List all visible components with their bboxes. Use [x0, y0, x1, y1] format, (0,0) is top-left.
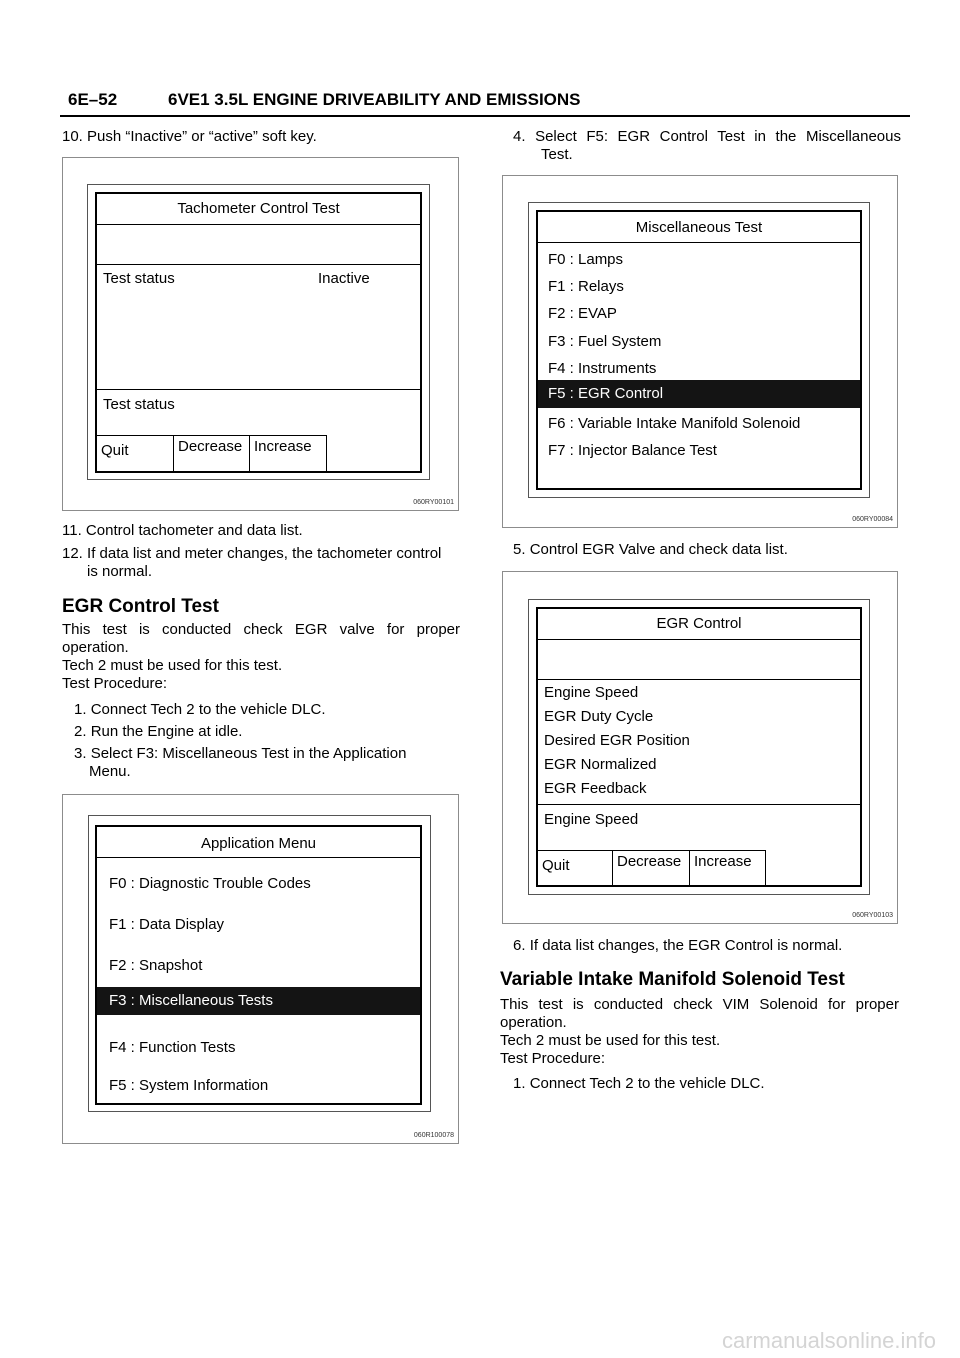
step-text-continued: is normal. — [87, 563, 153, 580]
vim-intro — [500, 996, 899, 1068]
figure-tachometer-control — [62, 157, 459, 511]
menu-item-f4[interactable]: F4 : Function Tests — [109, 1039, 236, 1056]
step-text: Control tachometer and data list. — [85, 522, 303, 539]
step-text: Push “Inactive” or “active” soft key. — [87, 128, 317, 145]
step-number: 2. — [74, 723, 87, 740]
tech2-screen — [536, 210, 862, 490]
test-status-value: Inactive — [318, 270, 370, 287]
page-number: 6E–52 — [68, 90, 118, 109]
figure-code: 060RY00084 — [852, 516, 893, 523]
tech2-screen-bezel — [528, 599, 870, 895]
watermark: carmanualsonline.info — [721, 1328, 936, 1353]
menu-item-f1[interactable]: F1 : Data Display — [109, 916, 225, 933]
divider — [538, 804, 860, 805]
increase-softkey[interactable]: Increase — [690, 850, 766, 886]
step-number: 1. — [74, 701, 87, 718]
tech2-screen — [95, 192, 422, 473]
increase-softkey[interactable]: Increase — [250, 435, 327, 471]
data-item-egr-duty-cycle: EGR Duty Cycle — [544, 708, 654, 725]
menu-item-f1[interactable]: F1 : Relays — [548, 278, 624, 295]
quit-softkey[interactable]: Quit — [538, 850, 613, 886]
figure-code: 060RY00101 — [413, 499, 454, 506]
figure-code: 060RY00103 — [852, 912, 893, 919]
egr-intro-line-2: operation. — [62, 639, 129, 656]
footer-engine-speed-label: Engine Speed — [544, 811, 639, 828]
step-text: Run the Engine at idle. — [90, 723, 243, 740]
step-text: Select F5: EGR Control Test in the Miscellaneous — [535, 128, 901, 145]
menu-item-f5-selected[interactable]: F5 : EGR Control — [538, 380, 860, 408]
menu-item-f6[interactable]: F6 : Variable Intake Manifold Solenoid — [548, 415, 801, 432]
step-text: If data list and meter changes, the tachometer control — [87, 545, 442, 562]
figure-egr-control — [502, 571, 898, 924]
step-text: Connect Tech 2 to the vehicle DLC. — [529, 1075, 765, 1092]
tech2-screen-bezel — [528, 202, 870, 498]
menu-item-f0[interactable]: F0 : Diagnostic Trouble Codes — [109, 875, 311, 892]
step-text-continued: Menu. — [89, 763, 131, 780]
step-text-continued: Test. — [541, 146, 573, 163]
divider — [97, 264, 420, 265]
menu-item-f2[interactable]: F2 : Snapshot — [109, 957, 203, 974]
quit-softkey[interactable]: Quit — [97, 435, 174, 471]
data-item-desired-egr-position: Desired EGR Position — [544, 732, 690, 749]
tech2-screen-bezel — [87, 184, 430, 480]
data-item-engine-speed: Engine Speed — [544, 684, 639, 701]
screen-title: Application Menu — [97, 827, 420, 858]
vim-intro-line-2: operation. — [500, 1014, 567, 1031]
vim-procedure-label: Test Procedure: — [500, 1050, 606, 1067]
decrease-softkey[interactable]: Decrease — [613, 850, 690, 886]
step-12 — [62, 545, 462, 581]
step-11 — [62, 522, 303, 540]
menu-item-f2[interactable]: F2 : EVAP — [548, 305, 617, 322]
step-number: 4. — [513, 128, 526, 145]
step-number: 3. — [74, 745, 87, 762]
page-header-title: 6VE1 3.5L ENGINE DRIVEABILITY AND EMISSIONS — [168, 90, 581, 109]
vim-intro-line-1: This test is conducted check VIM Solenoid for proper — [500, 996, 899, 1013]
step-10 — [62, 128, 317, 146]
figure-application-menu — [62, 794, 459, 1144]
egr-intro-line-1: This test is conducted check EGR valve for proper — [62, 621, 460, 638]
step-number: 6. — [513, 937, 526, 954]
section-heading-egr: EGR Control Test — [62, 596, 219, 617]
tech2-screen — [536, 607, 862, 887]
egr-step-3 — [74, 745, 462, 781]
divider — [538, 679, 860, 680]
egr-step-4 — [513, 128, 901, 164]
tech2-screen-bezel — [88, 815, 431, 1112]
step-number: 5. — [513, 541, 526, 558]
figure-miscellaneous-test — [502, 175, 898, 528]
menu-item-f3-selected[interactable]: F3 : Miscellaneous Tests — [97, 987, 420, 1015]
divider — [97, 389, 420, 390]
data-item-egr-feedback: EGR Feedback — [544, 780, 647, 797]
screen-title: EGR Control — [538, 609, 860, 640]
egr-step-2 — [74, 723, 242, 741]
screen-title: Tachometer Control Test — [97, 194, 420, 225]
step-text: Select F3: Miscellaneous Test in the Application — [90, 745, 407, 762]
vim-tech2-note: Tech 2 must be used for this test. — [500, 1032, 721, 1049]
menu-item-f4[interactable]: F4 : Instruments — [548, 360, 657, 377]
step-number: 1. — [513, 1075, 526, 1092]
footer-status-label: Test status — [103, 396, 175, 413]
menu-item-f3[interactable]: F3 : Fuel System — [548, 333, 662, 350]
header-rule — [60, 115, 910, 117]
step-text: If data list changes, the EGR Control is normal. — [529, 937, 843, 954]
egr-procedure-label: Test Procedure: — [62, 675, 168, 692]
egr-intro — [62, 621, 460, 693]
section-heading-vim: Variable Intake Manifold Solenoid Test — [500, 969, 845, 990]
egr-step-1 — [74, 701, 326, 719]
figure-code: 060R100078 — [413, 1132, 454, 1139]
egr-step-5 — [513, 541, 788, 559]
decrease-softkey[interactable]: Decrease — [174, 435, 250, 471]
menu-item-f0[interactable]: F0 : Lamps — [548, 251, 624, 268]
step-number: 12. — [62, 545, 83, 562]
vim-step-1 — [513, 1075, 765, 1093]
egr-step-6 — [513, 937, 842, 955]
menu-item-f5[interactable]: F5 : System Information — [109, 1077, 269, 1094]
step-text: Connect Tech 2 to the vehicle DLC. — [90, 701, 326, 718]
menu-item-f7[interactable]: F7 : Injector Balance Test — [548, 442, 717, 459]
egr-tech2-note: Tech 2 must be used for this test. — [62, 657, 283, 674]
step-number: 10. — [62, 128, 83, 145]
test-status-label: Test status — [103, 270, 175, 287]
data-item-egr-normalized: EGR Normalized — [544, 756, 657, 773]
screen-title: Miscellaneous Test — [538, 212, 860, 243]
step-number: 11. — [62, 522, 82, 539]
tech2-screen — [95, 825, 422, 1105]
step-text: Control EGR Valve and check data list. — [529, 541, 788, 558]
